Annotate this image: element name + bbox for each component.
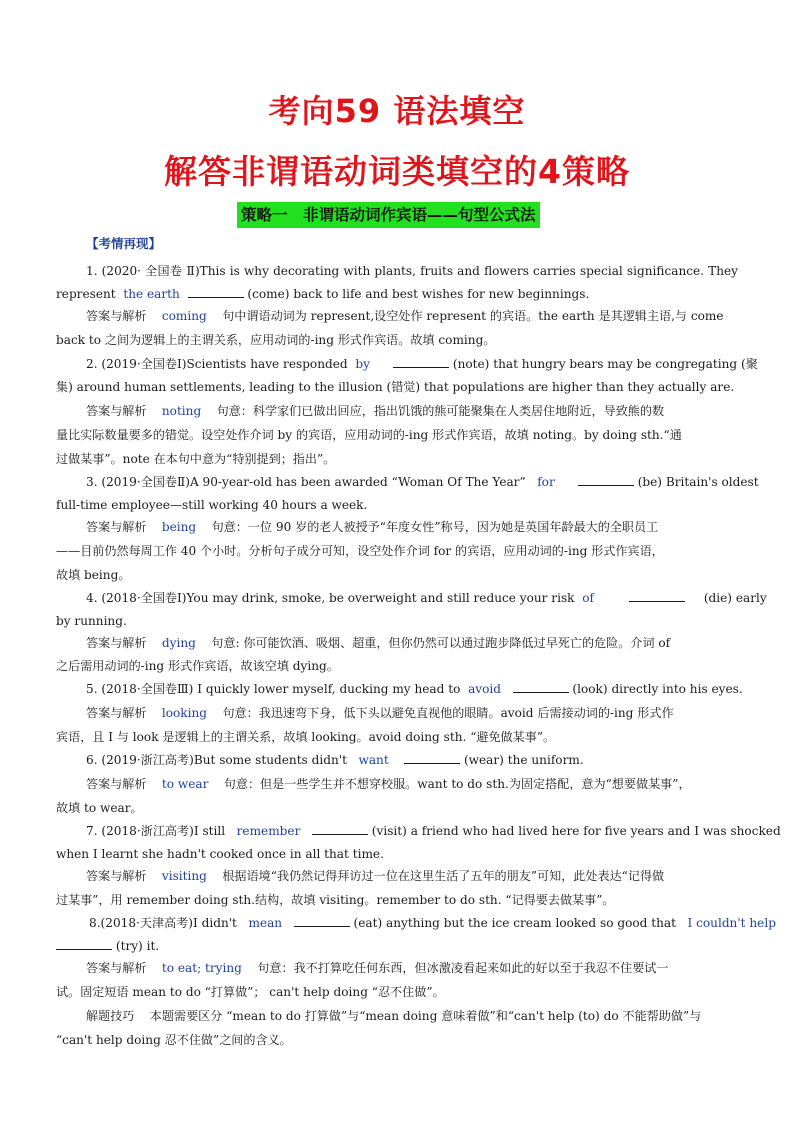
answer-blank xyxy=(188,284,244,298)
q3-explanation: 句意：一位 90 岁的老人被授予“年度女性”称号，因为她是英国年龄最大的全职员工 xyxy=(211,520,659,534)
q8-line1 xyxy=(89,913,776,933)
q6-explanation: 句意：但是一些学生并不想穿校服。want to do sth.为固定搭配，意为“想要做某事”， xyxy=(223,777,691,791)
answer-label: 答案与解析 xyxy=(86,706,147,720)
q4-explanation: 句意: 你可能饮酒、吸烟、超重，但你仍然可以通过跑步降低过早死亡的危险。介词 of xyxy=(211,636,671,650)
q2-hint: by xyxy=(355,357,370,371)
answer-label: 答案与解析 xyxy=(86,869,147,883)
q7-answer-line1 xyxy=(86,866,738,886)
q1-line1: 1. (2020· 全国卷 Ⅱ)This is why decorating with plants, fruits and flowers carries special significance. They xyxy=(86,264,738,278)
strategy-heading: 策略一 非谓语动词作宾语——句型公式法 xyxy=(237,202,540,228)
q6-line1 xyxy=(86,750,738,770)
answer-blank xyxy=(294,913,350,927)
answer-blank xyxy=(629,588,685,602)
q1-explanation: 句中谓语动词为 represent,设空处作 represent 的宾语。the earth 是其逻辑主语,与 come xyxy=(222,309,724,323)
q6-answer-line2: 故填 to wear。 xyxy=(56,801,143,815)
q1-hint: the earth xyxy=(123,287,180,301)
answer-label: 答案与解析 xyxy=(86,309,147,323)
tip-text: 本题需要区分 “mean to do 打算做”与“mean doing 意味着做”和“can't help (to) do 不能帮助做”与 xyxy=(149,1009,702,1023)
q5-answer-line2: 宾语，且 I 与 look 是逻辑上的主谓关系，故填 looking。avoid doing sth. “避免做某事”。 xyxy=(56,730,556,744)
answer-label: 答案与解析 xyxy=(86,636,147,650)
q3-line2: full-time employee—still working 40 hours a week. xyxy=(56,498,368,512)
answer-label: 答案与解析 xyxy=(86,777,147,791)
q1-text-c: (come) back to life and best wishes for new beginnings. xyxy=(247,287,590,301)
q1-answer-line2: back to 之间为逻辑上的主谓关系，应用动词的-ing 形式作宾语。故填 coming。 xyxy=(56,333,496,347)
q5-text-c: (look) directly into his eyes. xyxy=(572,682,743,696)
q5-text-a: 5. (2018·全国卷Ⅲ) I quickly lower myself, ducking my head to xyxy=(86,682,461,696)
q1-answer: coming xyxy=(161,309,207,323)
q5-hint: avoid xyxy=(468,682,501,696)
tip-label: 解题技巧 xyxy=(86,1009,135,1023)
q3-text-c: (be) Britain's oldest xyxy=(637,475,759,489)
q4-text-a: 4. (2018·全国卷Ⅰ)You may drink, smoke, be overweight and still reduce your risk xyxy=(86,591,575,605)
q2-line1 xyxy=(86,354,758,374)
q6-hint: want xyxy=(358,753,389,767)
q7-answer: visiting xyxy=(161,869,207,883)
page-title: 考向59 语法填空 xyxy=(268,92,526,130)
q5-answer-line1 xyxy=(86,703,738,723)
page-subtitle: 解答非谓语动词类填空的4策略 xyxy=(164,152,630,191)
tip-line2: “can't help doing 忍不住做”之间的含义。 xyxy=(56,1033,292,1047)
q4-answer-line2: 之后需用动词的-ing 形式作宾语，故该空填 dying。 xyxy=(56,659,339,673)
q8-answer-line1 xyxy=(86,958,738,978)
q2-text-a: 2. (2019·全国卷Ⅰ)Scientists have responded xyxy=(86,357,348,371)
answer-blank xyxy=(312,821,368,835)
q3-line1 xyxy=(86,472,759,492)
q8-answer-line2: 试。固定短语 mean to do “打算做”； can't help doing “忍不住做”。 xyxy=(56,985,445,999)
answer-label: 答案与解析 xyxy=(86,520,147,534)
q2-text-c: (note) that hungry bears may be congregating (聚 xyxy=(452,357,758,371)
q4-answer: dying xyxy=(161,636,196,650)
q6-text-c: (wear) the uniform. xyxy=(463,753,584,767)
q4-answer-line1 xyxy=(86,633,738,653)
q4-line2: by running. xyxy=(56,614,127,628)
q5-explanation: 句意：我迅速弯下身，低下头以避免直视他的眼睛。avoid 后需接动词的-ing 形式作 xyxy=(222,706,674,720)
section-heading: 【考情再现】 xyxy=(86,236,162,251)
q4-text-c: (die) early xyxy=(703,591,767,605)
q3-answer-line3: 故填 being。 xyxy=(56,568,131,582)
answer-blank xyxy=(56,936,112,950)
q2-line2: 集) around human settlements, leading to the illusion (错觉) that populations are higher than they actually are. xyxy=(56,380,735,394)
q8-hint-2: I couldn't help xyxy=(687,916,776,930)
q1-line2 xyxy=(56,284,738,304)
q8-line2 xyxy=(56,936,738,956)
answer-label: 答案与解析 xyxy=(86,404,147,418)
q2-answer-line3: 过做某事”。note 在本句中意为“特别提到；指出”。 xyxy=(56,452,336,466)
q7-answer-line2: 过某事”，用 remember doing sth.结构，故填 visiting。remember to do sth. “记得要去做某事”。 xyxy=(56,893,615,907)
q7-explanation: 根据语境“我仍然记得拜访过一位在这里生活了五年的朋友”可知，此处表达“记得做 xyxy=(222,869,665,883)
q4-line1 xyxy=(86,588,767,608)
q7-line1 xyxy=(86,821,781,841)
q7-text-c: (visit) a friend who had lived here for five years and I was shocked xyxy=(371,824,781,838)
q6-answer: to wear xyxy=(161,777,209,791)
answer-blank xyxy=(578,472,634,486)
answer-blank xyxy=(404,750,460,764)
answer-blank xyxy=(513,679,569,693)
q1-answer-line1 xyxy=(86,306,738,326)
q5-line1 xyxy=(86,679,743,699)
q3-text-a: 3. (2019·全国卷Ⅱ)A 90-year-old has been awarded “Woman Of The Year” xyxy=(86,475,526,489)
q8-hint: mean xyxy=(248,916,283,930)
tip-line1 xyxy=(86,1006,738,1026)
q4-hint: of xyxy=(582,591,594,605)
q3-answer-line1 xyxy=(86,517,738,537)
q7-hint: remember xyxy=(236,824,301,838)
q3-answer: being xyxy=(161,520,197,534)
q2-explanation: 句意：科学家们已做出回应，指出饥饿的熊可能聚集在人类居住地附近，导致熊的数 xyxy=(216,404,665,418)
q8-text-c: (eat) anything but the ice cream looked so good that xyxy=(353,916,676,930)
q2-answer: noting xyxy=(161,404,202,418)
q3-hint: for xyxy=(537,475,555,489)
q2-answer-line2: 量比实际数量要多的错觉。设空处作介词 by 的宾语，应用动词的-ing 形式作宾语，故填 noting。by doing sth.“通 xyxy=(56,428,682,442)
q7-line2: when I learnt she hadn't cooked once in all that time. xyxy=(56,847,384,861)
q7-text-a: 7. (2018·浙江高考)I still xyxy=(86,824,226,838)
q8-text-a: 8.(2018·天津高考)I didn't xyxy=(89,916,237,930)
q1-text-a: represent xyxy=(56,287,116,301)
q6-text-a: 6. (2019·浙江高考)But some students didn't xyxy=(86,753,347,767)
answer-blank xyxy=(393,354,449,368)
answer-label: 答案与解析 xyxy=(86,961,147,975)
q8-answer: to eat; trying xyxy=(161,961,242,975)
q3-answer-line2: ——目前仍然每周工作 40 个小时。分析句子成分可知，设空处作介词 for 的宾语，应用动词的-ing 形式作宾语， xyxy=(56,544,664,558)
q2-answer-line1 xyxy=(86,401,738,421)
q6-answer-line1 xyxy=(86,774,738,794)
q8-text-d: (try) it. xyxy=(115,939,160,953)
q8-explanation: 句意：我不打算吃任何东西，但冰激凌看起来如此的好以至于我忍不住要试一 xyxy=(257,961,669,975)
q5-answer: looking xyxy=(161,706,208,720)
